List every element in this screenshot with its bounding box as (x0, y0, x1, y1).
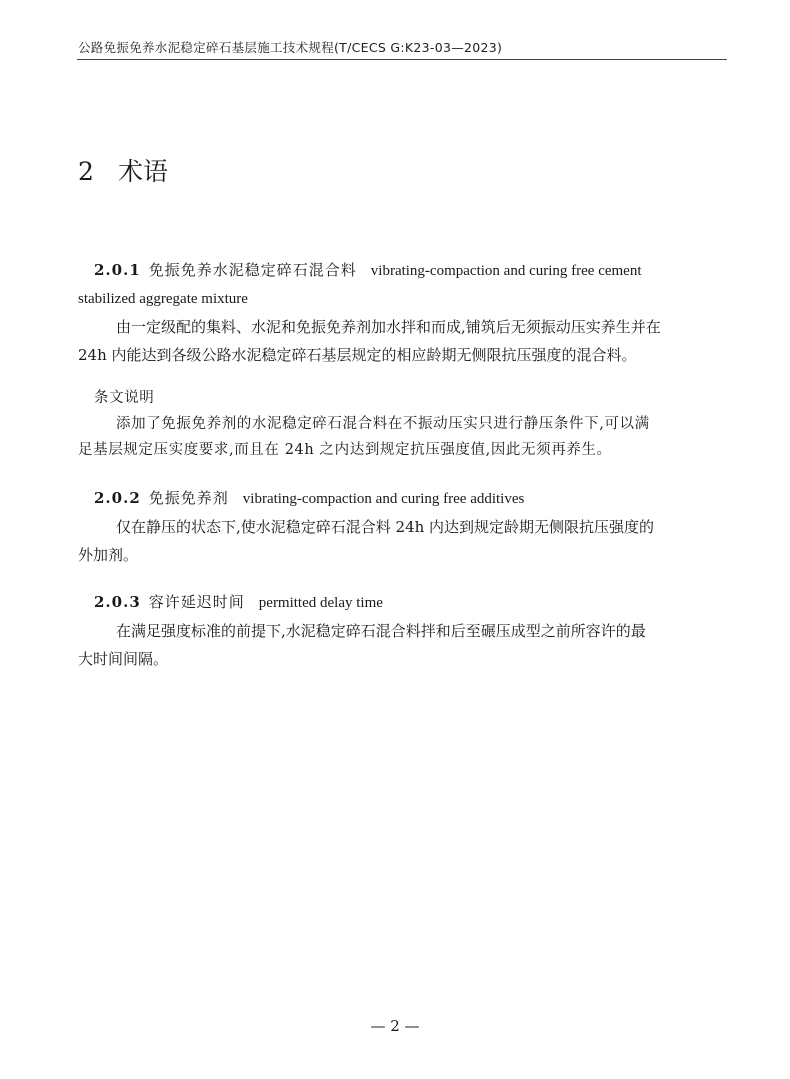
clause-heading (78, 588, 728, 617)
clause-term: 容许延迟时间 (148, 593, 245, 611)
clause-definition: 在满足强度标准的前提下,水泥稳定碎石混合料拌和后至碾压成型之前所容许的最 (116, 622, 646, 640)
clause-english-term: permitted delay time (258, 595, 383, 611)
clause-heading (78, 484, 728, 513)
clause-2-0-3 (78, 588, 728, 673)
note-text: 添加了免振免养剂的水泥稳定碎石混合料在不振动压实只进行静压条件下,可以满 (116, 416, 650, 432)
page-number: — 2 — (370, 1017, 420, 1035)
chapter-heading (78, 152, 168, 188)
header-rule (77, 59, 727, 60)
note-text-continued: 足基层规定压实度要求,而且在 24h 之内达到规定抗压强度值,因此无须再养生。 (78, 442, 612, 458)
note-title: 条文说明 (94, 390, 155, 406)
clause-definition-continued: 24h 内能达到各级公路水泥稳定碎石基层规定的相应龄期无侧限抗压强度的混合料。 (78, 346, 637, 364)
chapter-number: 2 (78, 157, 94, 186)
clause-heading (78, 256, 728, 285)
clause-number: 2.0.2 (94, 489, 141, 507)
running-header: 公路免振免养水泥稳定碎石基层施工技术规程(T/CECS G:K23-03—2023) (78, 40, 503, 55)
clause-definition-continued: 大时间间隔。 (78, 650, 169, 668)
chapter-title: 术语 (118, 157, 169, 186)
clause-2-0-1 (78, 256, 728, 369)
clause-english-term: vibrating-compaction and curing free cement (370, 263, 642, 279)
clause-number: 2.0.3 (94, 593, 141, 611)
clause-term: 免振免养剂 (148, 489, 229, 507)
clause-definition: 仅在静压的状态下,使水泥稳定碎石混合料 24h 内达到规定龄期无侧限抗压强度的 (116, 518, 655, 536)
clause-term: 免振免养水泥稳定碎石混合料 (148, 261, 357, 279)
clause-definition: 由一定级配的集料、水泥和免振免养剂加水拌和而成,铺筑后无须振动压实养生并在 (116, 318, 661, 336)
clause-definition-continued: 外加剂。 (78, 546, 139, 564)
clause-number: 2.0.1 (94, 261, 141, 279)
clause-english-term: vibrating-compaction and curing free additives (242, 491, 525, 507)
explanatory-note (78, 385, 728, 463)
clause-english-term-continued: stabilized aggregate mixture (78, 291, 248, 307)
clause-2-0-2 (78, 484, 728, 569)
